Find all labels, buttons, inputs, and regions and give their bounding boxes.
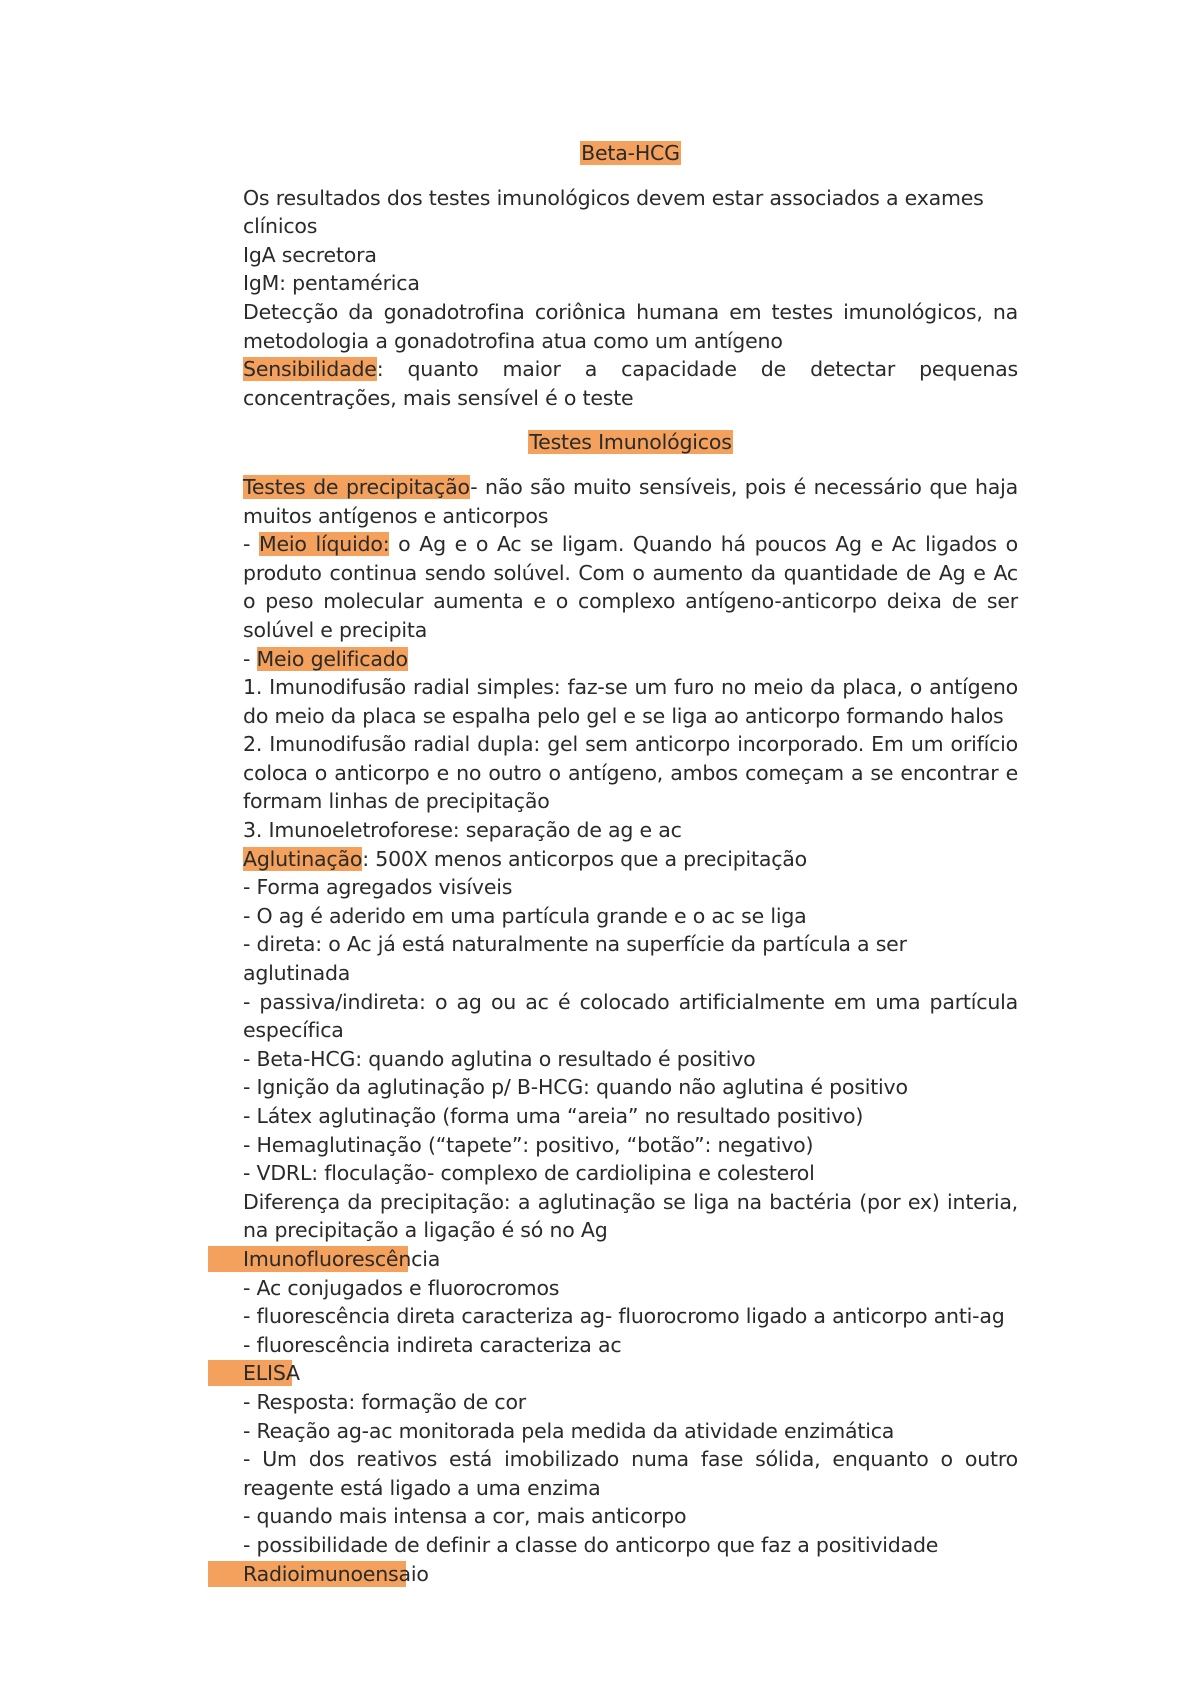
- section-title-highlight: Testes Imunológicos: [529, 430, 732, 455]
- sensibilidade-term: Sensibilidade: [243, 357, 377, 382]
- imunofluorescencia-item: - Ac conjugados e fluorocromos: [243, 1275, 560, 1300]
- aglutinacao-item: - Forma agregados visíveis: [243, 875, 513, 900]
- intro-line: Os resultados dos testes imunológicos devem estar associados a exames clínicos: [243, 185, 984, 239]
- aglutinacao-text: : 500X menos anticorpos que a precipitação: [362, 846, 807, 871]
- imunofluorescencia-heading-text: Imunofluorescência: [243, 1246, 441, 1271]
- imuno-item: 3. Imunoeletroforese: separação de ag e ac: [243, 818, 682, 843]
- title-highlight: Beta-HCG: [581, 141, 680, 165]
- precipitacao-term: Testes de precipitação: [243, 474, 471, 499]
- meio-gelificado-prefix: -: [243, 646, 257, 671]
- meio-liquido-paragraph: [243, 530, 1018, 644]
- imunofluorescencia-item: - fluorescência direta caracteriza ag- fluorocromo ligado a anticorpo anti-ag: [243, 1304, 1005, 1329]
- document-title: [243, 139, 1018, 168]
- elisa-item: - possibilidade de definir a classe do anticorpo que faz a positividade: [243, 1532, 939, 1557]
- sensibilidade-paragraph: [243, 355, 1018, 412]
- elisa-heading: [243, 1359, 1018, 1388]
- elisa-item: - Um dos reativos está imobilizado numa fase sólida, enquanto o outro reagente está ligado a uma enzima: [243, 1447, 1018, 1500]
- imunofluorescencia-item: - fluorescência indireta caracteriza ac: [243, 1332, 622, 1357]
- diferenca-paragraph: Diferença da precipitação: a aglutinação se liga na bactéria (por ex) interia, na precipitação a ligação é só no Ag: [243, 1189, 1018, 1243]
- radioimunoensaio-heading-text: Radioimunoensaio: [243, 1561, 429, 1586]
- aglutinacao-item: - VDRL: floculação- complexo de cardiolipina e colesterol: [243, 1161, 815, 1186]
- aglutinacao-item: - Látex aglutinação (forma uma “areia” no resultado positivo): [243, 1104, 864, 1128]
- aglutinacao-item: - direta: o Ac já está naturalmente na superfície da partícula a ser aglutinada: [243, 932, 907, 986]
- deteccao-paragraph: Detecção da gonadotrofina coriônica humana em testes imunológicos, na metodologia a gonadotrofina atua como um antígeno: [243, 299, 1018, 353]
- aglutinacao-item: - Beta-HCG: quando aglutina o resultado é positivo: [243, 1046, 756, 1071]
- precipitacao-paragraph: [243, 473, 1018, 530]
- section-title-testes: [243, 428, 1018, 457]
- meio-liquido-term: Meio líquido:: [258, 532, 390, 557]
- meio-gelificado-line: [243, 645, 1018, 674]
- elisa-item: - Reação ag-ac monitorada pela medida da atividade enzimática: [243, 1418, 895, 1443]
- imuno-item: 2. Imunodifusão radial dupla: gel sem anticorpo incorporado. Em um orifício coloca o anticorpo e no outro o antígeno, ambos começam a se encontrar e formam linhas de precipitação: [243, 732, 1018, 814]
- elisa-item: - quando mais intensa a cor, mais anticorpo: [243, 1504, 687, 1529]
- meio-gelificado-term: Meio gelificado: [256, 646, 408, 671]
- aglutinacao-item: - passiva/indireta: o ag ou ac é colocado artificialmente em uma partícula específica: [243, 989, 1018, 1043]
- imunofluorescencia-heading: [243, 1245, 1018, 1274]
- intro-line: IgA secretora: [243, 242, 377, 267]
- aglutinacao-item: - Hemaglutinação (“tapete”: positivo, “botão”: negativo): [243, 1132, 814, 1157]
- radioimunoensaio-heading: [243, 1560, 1018, 1589]
- document-content: [243, 139, 1018, 1588]
- intro-line: IgM: pentamérica: [243, 271, 420, 296]
- aglutinacao-item: - Ignição da aglutinação p/ B-HCG: quando não aglutina é positivo: [243, 1075, 908, 1100]
- imuno-item: 1. Imunodifusão radial simples: faz-se um furo no meio da placa, o antígeno do meio da placa se espalha pelo gel e se liga ao anticorpo formando halos: [243, 675, 1018, 728]
- aglutinacao-line: [243, 845, 1018, 874]
- elisa-item: - Resposta: formação de cor: [243, 1389, 527, 1414]
- sensibilidade-text: : quanto maior a capacidade de detectar pequenas concentrações, mais sensível é o teste: [243, 357, 1018, 410]
- elisa-heading-text: ELISA: [243, 1361, 300, 1386]
- aglutinacao-term: Aglutinação: [243, 846, 363, 871]
- meio-liquido-text: o Ag e o Ac se ligam. Quando há poucos Ag e Ac ligados o produto continua sendo solúvel. Com o aumento da quantidade de Ag e Ac o peso molecular aumenta e o complexo antígeno-anticorpo deixa de ser solúvel e precipita: [243, 532, 1018, 642]
- meio-liquido-prefix: -: [243, 532, 259, 557]
- precipitacao-text: - não são muito sensíveis, pois é necessário que haja muitos antígenos e anticorpos: [243, 474, 1018, 528]
- aglutinacao-item: - O ag é aderido em uma partícula grande e o ac se liga: [243, 903, 807, 928]
